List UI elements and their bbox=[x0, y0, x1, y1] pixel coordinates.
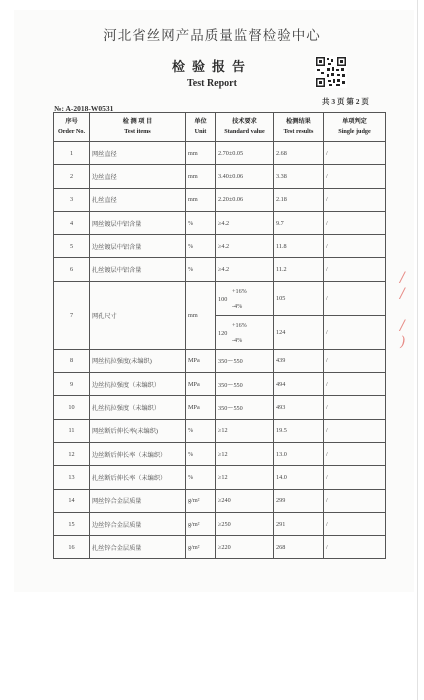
table-row bbox=[54, 349, 386, 372]
unit-cell: MPa bbox=[186, 396, 216, 419]
judge-cell: / bbox=[324, 466, 386, 489]
standard-cell: 2.20±0.06 bbox=[216, 188, 274, 211]
test-item-cell: 网丝断后伸长率(未编织) bbox=[90, 419, 186, 442]
table-row bbox=[54, 419, 386, 442]
test-item-cell: 网丝镀层中铝含量 bbox=[90, 211, 186, 234]
table-row bbox=[54, 373, 386, 396]
result-cell: 3.38 bbox=[274, 165, 324, 188]
column-header-test-items: 检 测 项 目 Test items bbox=[90, 113, 186, 142]
standard-cell: ≥12 bbox=[216, 442, 274, 465]
test-item-cell: 边丝抗拉强度（未编织） bbox=[90, 373, 186, 396]
column-header-single-judge: 单项判定 Single judge bbox=[324, 113, 386, 142]
column-header-unit: 单位 Unit bbox=[186, 113, 216, 142]
unit-cell: % bbox=[186, 419, 216, 442]
judge-cell: / bbox=[324, 489, 386, 512]
judge-cell: / bbox=[324, 281, 386, 315]
result-cell: 494 bbox=[274, 373, 324, 396]
order-no-cell: 15 bbox=[54, 512, 90, 535]
unit-cell: % bbox=[186, 258, 216, 281]
order-no-cell: 12 bbox=[54, 442, 90, 465]
judge-cell: / bbox=[324, 419, 386, 442]
column-header-order-no: 序号 Order No. bbox=[54, 113, 90, 142]
standard-cell: ≥240 bbox=[216, 489, 274, 512]
report-title-cn: 检验报告 bbox=[171, 60, 252, 75]
result-cell: 11.2 bbox=[274, 258, 324, 281]
order-no-cell: 5 bbox=[54, 235, 90, 258]
test-item-cell: 网丝直径 bbox=[90, 142, 186, 165]
standard-cell: 350～550 bbox=[216, 396, 274, 419]
standard-cell: 2.70±0.05 bbox=[216, 142, 274, 165]
standard-cell: +16% 100 -4% bbox=[216, 281, 274, 315]
standard-cell: +16% 120 -4% bbox=[216, 315, 274, 349]
result-cell: 13.0 bbox=[274, 442, 324, 465]
table-row bbox=[54, 466, 386, 489]
order-no-cell: 9 bbox=[54, 373, 90, 396]
result-cell: 299 bbox=[274, 489, 324, 512]
unit-cell: mm bbox=[186, 142, 216, 165]
unit-cell: % bbox=[186, 211, 216, 234]
result-cell: 2.18 bbox=[274, 188, 324, 211]
unit-cell: % bbox=[186, 442, 216, 465]
judge-cell: / bbox=[324, 373, 386, 396]
result-cell: 124 bbox=[274, 315, 324, 349]
unit-cell: % bbox=[186, 235, 216, 258]
test-item-cell: 扎丝镀层中铝含量 bbox=[90, 258, 186, 281]
order-no-cell: 6 bbox=[54, 258, 90, 281]
judge-cell: / bbox=[324, 142, 386, 165]
standard-cell: ≥4.2 bbox=[216, 235, 274, 258]
unit-cell: g/m² bbox=[186, 512, 216, 535]
table-row bbox=[54, 258, 386, 281]
table-header-row bbox=[54, 113, 386, 142]
test-item-cell: 边丝锌合金层质量 bbox=[90, 512, 186, 535]
judge-cell: / bbox=[324, 396, 386, 419]
unit-cell: mm bbox=[186, 188, 216, 211]
test-item-cell: 网丝抗拉强度(未编织) bbox=[90, 349, 186, 372]
test-item-cell: 扎丝直径 bbox=[90, 188, 186, 211]
table-row bbox=[54, 489, 386, 512]
judge-cell: / bbox=[324, 349, 386, 372]
test-item-cell: 边丝直径 bbox=[90, 165, 186, 188]
judge-cell: / bbox=[324, 165, 386, 188]
table-row bbox=[54, 235, 386, 258]
test-item-cell: 网丝锌合金层质量 bbox=[90, 489, 186, 512]
table-row bbox=[54, 396, 386, 419]
order-no-cell: 2 bbox=[54, 165, 90, 188]
test-item-cell: 扎丝抗拉强度（未编织） bbox=[90, 396, 186, 419]
unit-cell: % bbox=[186, 466, 216, 489]
result-cell: 2.68 bbox=[274, 142, 324, 165]
result-cell: 14.0 bbox=[274, 466, 324, 489]
judge-cell: / bbox=[324, 211, 386, 234]
judge-cell: / bbox=[324, 536, 386, 559]
judge-cell: / bbox=[324, 442, 386, 465]
qr-code-icon bbox=[315, 56, 347, 88]
unit-cell: mm bbox=[186, 281, 216, 349]
test-item-cell: 扎丝锌合金层质量 bbox=[90, 536, 186, 559]
order-no-cell: 16 bbox=[54, 536, 90, 559]
standard-cell: ≥220 bbox=[216, 536, 274, 559]
result-cell: 291 bbox=[274, 512, 324, 535]
result-cell: 9.7 bbox=[274, 211, 324, 234]
column-header-standard-value: 技术要求 Standard value bbox=[216, 113, 274, 142]
test-item-cell: 扎丝断后伸长率（未编织） bbox=[90, 466, 186, 489]
test-item-cell: 网孔尺寸 bbox=[90, 281, 186, 349]
order-no-cell: 10 bbox=[54, 396, 90, 419]
order-no-cell: 4 bbox=[54, 211, 90, 234]
table-row bbox=[54, 142, 386, 165]
table-row bbox=[54, 211, 386, 234]
judge-cell: / bbox=[324, 315, 386, 349]
table-row bbox=[54, 281, 386, 315]
order-no-cell: 1 bbox=[54, 142, 90, 165]
org-title: 河北省丝网产品质量监督检验中心 bbox=[103, 28, 321, 44]
result-cell: 11.8 bbox=[274, 235, 324, 258]
result-cell: 493 bbox=[274, 396, 324, 419]
unit-cell: g/m² bbox=[186, 536, 216, 559]
report-title-en: Test Report bbox=[187, 78, 237, 89]
standard-cell: 350～550 bbox=[216, 373, 274, 396]
order-no-cell: 11 bbox=[54, 419, 90, 442]
seal-stamp-mark: / / / ) bbox=[400, 270, 406, 350]
standard-cell: 3.40±0.06 bbox=[216, 165, 274, 188]
standard-cell: ≥4.2 bbox=[216, 211, 274, 234]
test-results-table bbox=[53, 112, 386, 559]
judge-cell: / bbox=[324, 188, 386, 211]
table-row bbox=[54, 188, 386, 211]
order-no-cell: 13 bbox=[54, 466, 90, 489]
standard-cell: ≥4.2 bbox=[216, 258, 274, 281]
standard-cell: ≥12 bbox=[216, 466, 274, 489]
standard-cell: ≥250 bbox=[216, 512, 274, 535]
result-cell: 19.5 bbox=[274, 419, 324, 442]
result-cell: 439 bbox=[274, 349, 324, 372]
table-row bbox=[54, 512, 386, 535]
standard-cell: 350～550 bbox=[216, 349, 274, 372]
table-row bbox=[54, 165, 386, 188]
unit-cell: MPa bbox=[186, 349, 216, 372]
judge-cell: / bbox=[324, 258, 386, 281]
result-cell: 268 bbox=[274, 536, 324, 559]
standard-cell: ≥12 bbox=[216, 419, 274, 442]
test-item-cell: 边丝镀层中铝含量 bbox=[90, 235, 186, 258]
judge-cell: / bbox=[324, 235, 386, 258]
unit-cell: MPa bbox=[186, 373, 216, 396]
order-no-cell: 8 bbox=[54, 349, 90, 372]
column-header-test-results: 检测结果 Test results bbox=[274, 113, 324, 142]
unit-cell: mm bbox=[186, 165, 216, 188]
table-row bbox=[54, 536, 386, 559]
order-no-cell: 7 bbox=[54, 281, 90, 349]
unit-cell: g/m² bbox=[186, 489, 216, 512]
judge-cell: / bbox=[324, 512, 386, 535]
order-no-cell: 14 bbox=[54, 489, 90, 512]
report-number: №: A-2018-W0531 bbox=[54, 104, 114, 113]
table-row bbox=[54, 442, 386, 465]
page-edge-divider bbox=[417, 0, 418, 700]
result-cell: 105 bbox=[274, 281, 324, 315]
page-number: 共 3 页 第 2 页 bbox=[322, 97, 369, 106]
order-no-cell: 3 bbox=[54, 188, 90, 211]
test-item-cell: 边丝断后伸长率（未编织） bbox=[90, 442, 186, 465]
